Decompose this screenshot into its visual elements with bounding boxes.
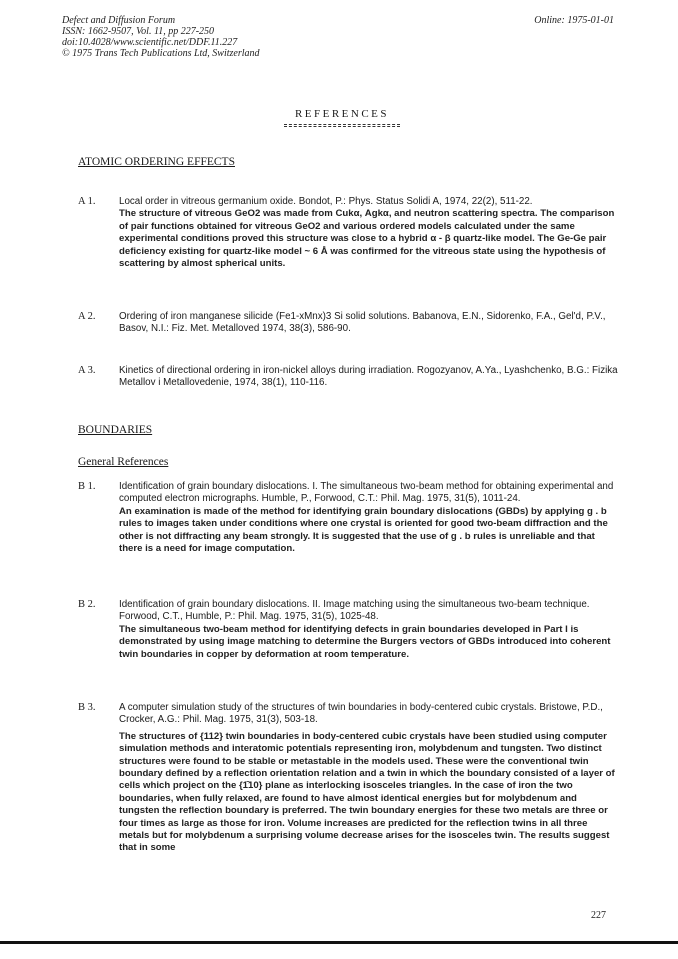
reference-citation: Kinetics of directional ordering in iron-nickel alloys during irradiation. Rogozyanov, A.Ya., Lyashchenko, B.G.: Fizika Metallov i Metallovedenie, 1974, 38(1), 110-116. — [119, 365, 618, 389]
journal-header — [62, 15, 260, 59]
bottom-rule — [0, 941, 678, 944]
reference-citation: Identification of grain boundary dislocations. I. The simultaneous two-beam method for obtaining experimental and computed electron micrographs. Humble, P., Forwood, C.T.: Phil. Mag. 1975, 31(5), 1011-24. — [119, 481, 614, 505]
journal-name: Defect and Diffusion Forum — [62, 15, 176, 26]
reference-b3 — [78, 702, 618, 855]
reference-label: A 2. — [78, 311, 96, 322]
reference-label: A 1. — [78, 196, 96, 207]
reference-b2 — [78, 599, 618, 661]
page-title-text: REFERENCES — [294, 108, 390, 120]
reference-citation: Ordering of iron manganese silicide (Fe1-xMnx)3 Si solid solutions. Babanova, E.N., Sidorenko, F.A., Gel'd, P.V., Basov, N.I.: Fiz. Met. Metalloved 1974, 38(3), 586-90. — [119, 311, 606, 335]
reference-citation: Local order in vitreous germanium oxide. Bondot, P.: Phys. Status Solidi A, 1974, 22(2), 511-22. — [119, 196, 533, 207]
reference-label: B 3. — [78, 702, 96, 713]
copyright: © 1975 Trans Tech Publications Ltd, Switzerland — [62, 48, 260, 59]
reference-citation: Identification of grain boundary dislocations. II. Image matching using the simultaneous two-beam technique. Forwood, C.T., Humble, P.: Phil. Mag. 1975, 31(5), 1025-48. — [119, 599, 590, 623]
section-atomic-ordering: ATOMIC ORDERING EFFECTS — [78, 156, 235, 168]
reference-citation: A computer simulation study of the structures of twin boundaries in body-centered cubic crystals. Bristowe, P.D., Crocker, A.G.: Phil. Mag. 1975, 31(3), 503-18. — [119, 702, 603, 726]
reference-a1 — [78, 196, 618, 270]
page-title — [0, 104, 678, 127]
section-boundaries: BOUNDARIES — [78, 424, 153, 436]
online-date-text: Online: 1975-01-01 — [534, 15, 614, 26]
section-general-references: General References — [78, 456, 169, 468]
reference-label: B 1. — [78, 481, 96, 492]
reference-label: A 3. — [78, 365, 96, 376]
reference-b1 — [78, 481, 618, 555]
issn: ISSN: 1662-9507, Vol. 11, pp 227-250 — [62, 26, 215, 37]
title-underline — [284, 124, 400, 127]
reference-label: B 2. — [78, 599, 96, 610]
doi: doi:10.4028/www.scientific.net/DDF.11.227 — [62, 37, 238, 48]
reference-abstract: The structure of vitreous GeO2 was made from Cukα, Agkα, and neutron scattering spectra. The comparison of pair functions obtained for vitreous GeO2 and various ordered models calculated under the same experimental conditions proved this structure was close to a hybrid α - β quartz-like model. The Ge-Ge pair deficiency existing for quartz-like model ~ 6 Å was confirmed for the vitreous state using the hypothesis of scattering by almost spherical units. — [119, 208, 615, 270]
reference-abstract: An examination is made of the method for identifying grain boundary dislocations (GBDs) by applying g . b rules to images taken under conditions where one crystal is oriented for good two-beam diffraction and the other is not diffracting any beam strongly. It is suggested that the use of g . b rules is unreliable and that there is a need for image computation. — [119, 505, 608, 555]
page-number: 227 — [591, 910, 606, 921]
reference-abstract: The structures of {112} twin boundaries in body-centered cubic crystals have been studied using computer simulation methods and interatomic potentials representing iron, molybdenum and tungsten. Two distinct structures were found to be stable or metastable in the models used. These were the conventional twin boundary defined by a reflection orientation relation and a twin in which the boundary consisted of a layer of cells which project on the {1̄10} plane as interlocking isosceles triangles. In the case of iron the two boundaries, when fully relaxed, are found to have almost identical energies but for molybdenum and tungsten the reflection boundary is preferred. The twin boundary energies for these two metals are three or four times as large as those for iron. Volume increases are predicted for the reflection twins in all three metals but for molybdenum a surprising volume decrease arises for the isosceles twin. The results suggest that in some — [119, 730, 615, 854]
reference-abstract: The simultaneous two-beam method for identifying defects in grain boundaries developed in Part I is demonstrated by using image matching to determine the Burgers vectors of GBDs introduced into coherent twin boundaries in copper by deformation at room temperature. — [119, 623, 611, 660]
online-date — [534, 15, 614, 26]
reference-a3 — [78, 365, 618, 390]
reference-a2 — [78, 311, 618, 336]
